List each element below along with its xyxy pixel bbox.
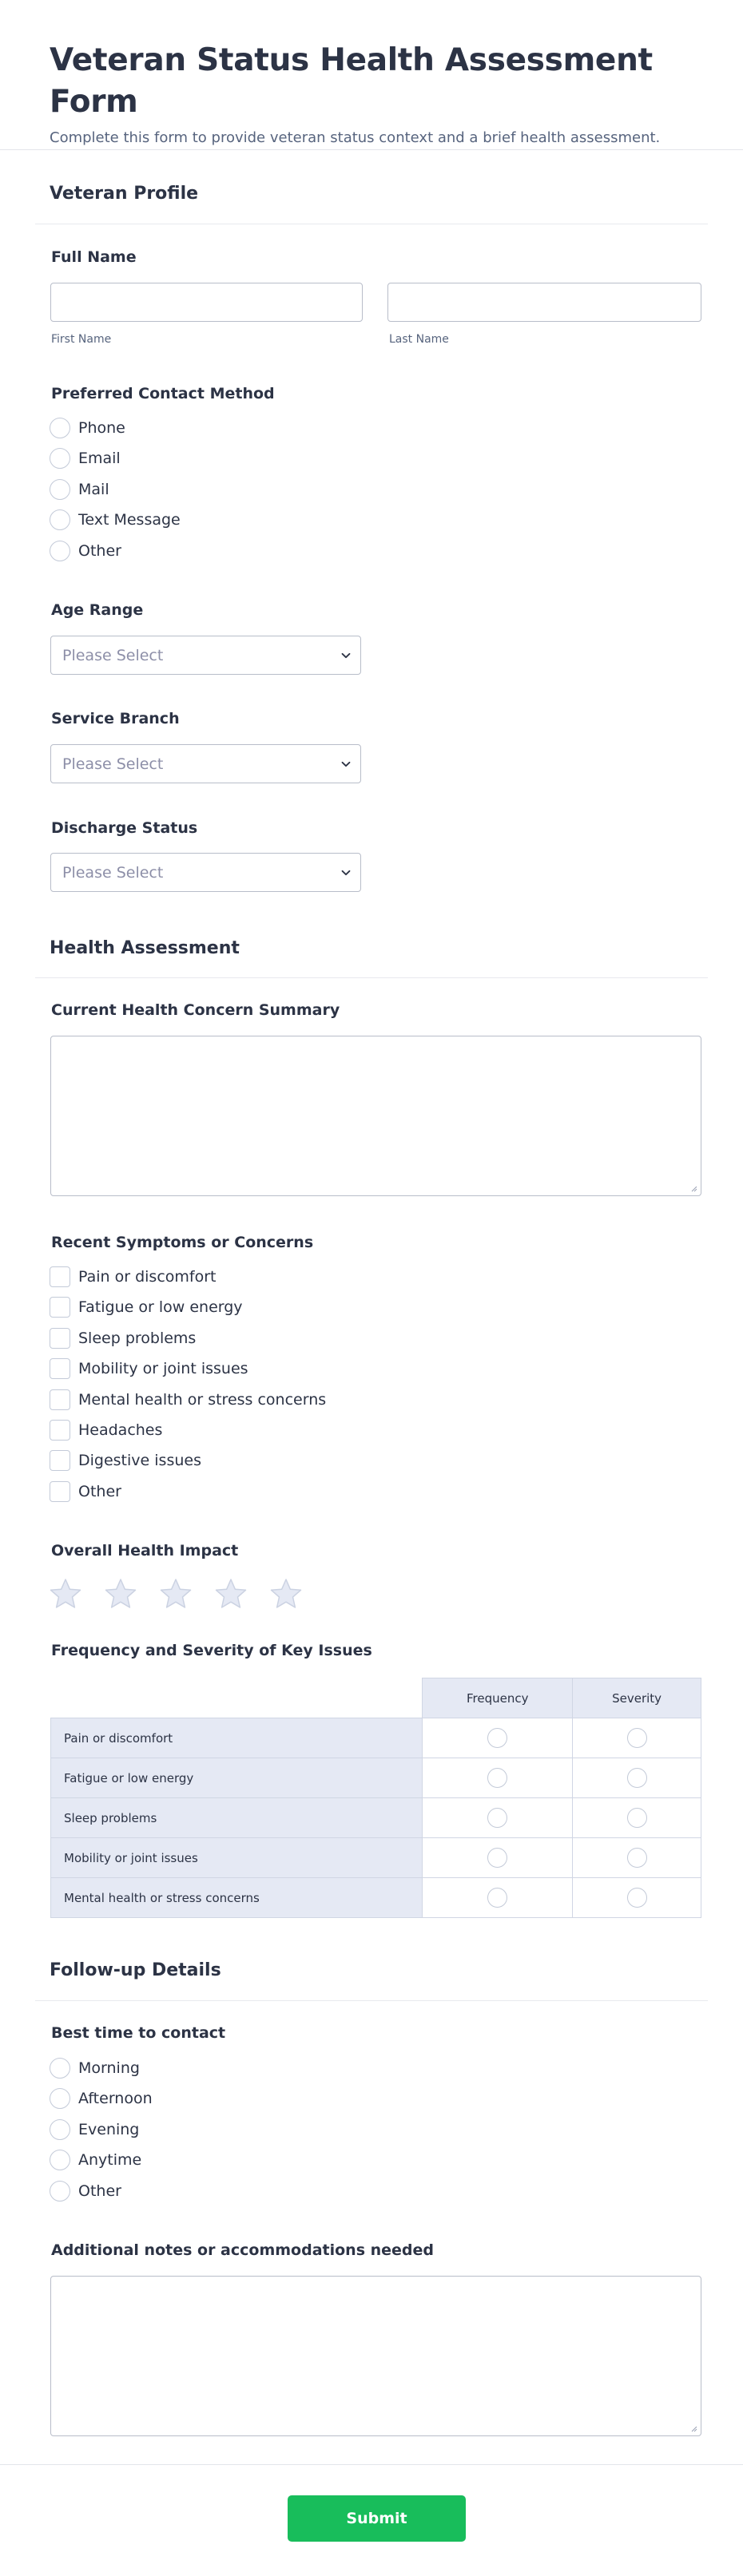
radio-button[interactable] (50, 2119, 70, 2140)
radio-button[interactable] (50, 2181, 70, 2201)
section-divider (35, 2000, 708, 2001)
section-health-assessment (50, 938, 705, 958)
option-label: Pain or discomfort (78, 1268, 217, 1286)
form-subtitle: Complete this form to provide veteran status context and a brief health assessment. (50, 129, 661, 146)
matrix-row (51, 1838, 701, 1878)
matrix-row (51, 1718, 701, 1758)
chevron-down-icon (341, 868, 351, 878)
option-label: Other (78, 542, 121, 560)
checkbox[interactable] (50, 1266, 70, 1287)
matrix-cell[interactable] (573, 1798, 701, 1838)
checkbox[interactable] (50, 1358, 70, 1379)
symptom-option[interactable] (50, 1419, 162, 1441)
section-veteran-profile (50, 184, 705, 204)
section-follow-up (50, 1960, 705, 1980)
best-time-option-morning[interactable] (50, 2057, 140, 2079)
best-time-option-afternoon[interactable] (50, 2087, 153, 2110)
select-placeholder: Please Select (62, 647, 164, 664)
radio-button[interactable] (487, 1848, 507, 1868)
matrix-row (51, 1798, 701, 1838)
radio-button[interactable] (487, 1888, 507, 1908)
radio-button[interactable] (627, 1848, 647, 1868)
discharge-status-select[interactable] (50, 853, 361, 892)
symptom-option[interactable] (50, 1296, 243, 1318)
option-label: Mail (78, 481, 109, 498)
radio-button[interactable] (50, 479, 70, 500)
checkbox[interactable] (50, 1389, 70, 1410)
resize-grip-icon[interactable] (689, 2424, 697, 2432)
radio-button[interactable] (50, 2150, 70, 2170)
star-icon[interactable] (159, 1577, 193, 1611)
matrix-cell[interactable] (573, 1758, 701, 1798)
checkbox[interactable] (50, 1328, 70, 1349)
matrix-column-header: Frequency (423, 1678, 573, 1718)
radio-button[interactable] (627, 1728, 647, 1748)
matrix-cell[interactable] (573, 1878, 701, 1918)
section-title: Health Assessment (50, 938, 240, 958)
matrix-cell[interactable] (423, 1798, 573, 1838)
submit-button[interactable]: Submit (288, 2495, 466, 2542)
best-time-option-anytime[interactable] (50, 2149, 141, 2171)
frequency-severity-matrix (50, 1678, 701, 1918)
contact-method-label: Preferred Contact Method (51, 385, 275, 402)
radio-button[interactable] (627, 1808, 647, 1828)
star-icon[interactable] (49, 1577, 82, 1611)
star-icon[interactable] (214, 1577, 248, 1611)
checkbox[interactable] (50, 1297, 70, 1318)
checkbox[interactable] (50, 1450, 70, 1471)
matrix-cell[interactable] (423, 1758, 573, 1798)
notes-label: Additional notes or accommodations needed (51, 2241, 435, 2259)
service-branch-select[interactable] (50, 744, 361, 783)
last-name-sublabel: Last Name (389, 333, 449, 346)
section-divider (35, 977, 708, 978)
matrix-row (51, 1758, 701, 1798)
discharge-status-label: Discharge Status (51, 819, 198, 837)
section-title: Follow-up Details (50, 1960, 221, 1980)
notes-textarea[interactable] (50, 2276, 701, 2436)
radio-button[interactable] (487, 1808, 507, 1828)
age-range-label: Age Range (51, 601, 144, 619)
matrix-row-label: Sleep problems (51, 1798, 423, 1838)
footer-divider (0, 2464, 743, 2465)
matrix-corner (51, 1678, 423, 1718)
star-icon[interactable] (104, 1577, 137, 1611)
chevron-down-icon (341, 651, 351, 660)
matrix-row-label: Pain or discomfort (51, 1718, 423, 1758)
radio-button[interactable] (627, 1888, 647, 1908)
matrix-row-label: Mobility or joint issues (51, 1838, 423, 1878)
contact-option-phone[interactable] (50, 417, 125, 439)
concern-summary-label: Current Health Concern Summary (51, 1001, 340, 1019)
option-label: Mental health or stress concerns (78, 1391, 327, 1409)
matrix-cell[interactable] (573, 1718, 701, 1758)
option-label: Sleep problems (78, 1330, 197, 1347)
option-label: Anytime (78, 2151, 142, 2169)
symptom-option[interactable] (50, 1449, 201, 1472)
star-icon[interactable] (269, 1577, 303, 1611)
option-label: Morning (78, 2059, 140, 2077)
radio-button[interactable] (50, 448, 70, 469)
overall-impact-label: Overall Health Impact (51, 1542, 239, 1559)
best-time-option-other[interactable] (50, 2180, 121, 2202)
option-label: Other (78, 1483, 121, 1500)
contact-option-mail[interactable] (50, 478, 109, 501)
contact-option-other[interactable] (50, 540, 121, 562)
symptom-option[interactable] (50, 1266, 216, 1288)
option-label: Email (78, 450, 121, 467)
select-placeholder: Please Select (62, 755, 164, 773)
first-name-input[interactable] (50, 283, 363, 322)
option-label: Digestive issues (78, 1452, 201, 1469)
resize-grip-icon[interactable] (689, 1184, 697, 1192)
first-name-sublabel: First Name (51, 333, 112, 346)
concern-summary-textarea[interactable] (50, 1036, 701, 1196)
matrix-row-label: Fatigue or low energy (51, 1758, 423, 1798)
best-time-option-evening[interactable] (50, 2118, 139, 2141)
select-placeholder: Please Select (62, 864, 164, 882)
form-title: Veteran Status Health Assessment Form (50, 42, 653, 120)
option-label: Mobility or joint issues (78, 1360, 248, 1377)
matrix-row (51, 1878, 701, 1918)
option-label: Evening (78, 2121, 140, 2138)
form-header (0, 0, 743, 150)
option-label: Other (78, 2182, 121, 2200)
option-label: Headaches (78, 1421, 163, 1439)
symptom-option[interactable] (50, 1327, 196, 1349)
checkbox[interactable] (50, 1420, 70, 1441)
best-time-label: Best time to contact (51, 2024, 226, 2042)
full-name-label: Full Name (51, 248, 137, 266)
age-range-select[interactable] (50, 636, 361, 675)
radio-button[interactable] (627, 1768, 647, 1788)
matrix-label: Frequency and Severity of Key Issues (51, 1642, 372, 1659)
radio-button[interactable] (50, 418, 70, 438)
matrix-column-header: Severity (573, 1678, 701, 1718)
matrix-cell[interactable] (423, 1878, 573, 1918)
radio-button[interactable] (50, 509, 70, 530)
option-label: Fatigue or low energy (78, 1298, 243, 1316)
service-branch-label: Service Branch (51, 710, 180, 727)
matrix-row-label: Mental health or stress concerns (51, 1878, 423, 1918)
option-label: Phone (78, 419, 125, 437)
matrix-cell[interactable] (423, 1838, 573, 1878)
symptom-option[interactable] (50, 1357, 248, 1380)
radio-button[interactable] (487, 1768, 507, 1788)
checkbox[interactable] (50, 1481, 70, 1502)
chevron-down-icon (341, 759, 351, 769)
contact-option-text-message[interactable] (50, 509, 181, 531)
option-label: Afternoon (78, 2090, 153, 2107)
option-label: Text Message (78, 511, 181, 529)
symptom-option[interactable] (50, 1389, 326, 1411)
radio-button[interactable] (50, 541, 70, 561)
symptom-option[interactable] (50, 1480, 121, 1503)
last-name-input[interactable] (387, 283, 701, 322)
matrix-cell[interactable] (423, 1718, 573, 1758)
symptoms-label: Recent Symptoms or Concerns (51, 1234, 314, 1251)
radio-button[interactable] (50, 2088, 70, 2109)
section-title: Veteran Profile (50, 184, 199, 204)
radio-button[interactable] (50, 2058, 70, 2079)
contact-option-email[interactable] (50, 447, 121, 470)
matrix-cell[interactable] (573, 1838, 701, 1878)
radio-button[interactable] (487, 1728, 507, 1748)
